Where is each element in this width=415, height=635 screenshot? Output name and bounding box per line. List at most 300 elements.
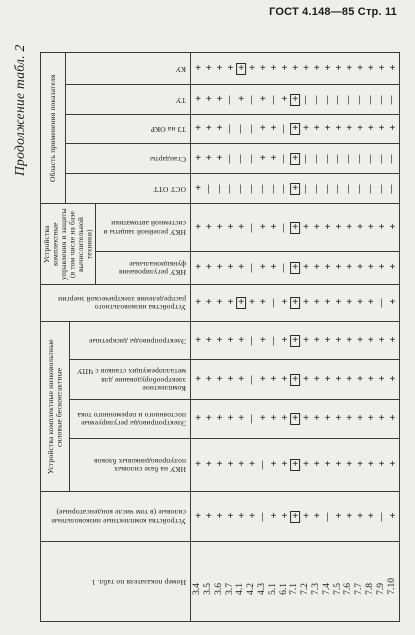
mark-plus: + [216,93,223,105]
mark-dash: — [236,154,247,163]
mark-plus: + [389,123,396,134]
mark-plus: + [335,334,342,346]
mark-dash: — [355,184,366,193]
mark-plus: + [335,459,342,470]
mark-plus: + [259,62,266,74]
mark-plus: + [378,459,385,470]
row-marks [190,252,399,284]
row-label: Комплектное электрооборудование для металлорежущих станков с ЧПУ [77,367,186,394]
mark-dash: — [247,95,258,104]
mark-plus: + [324,413,331,424]
mark-plus: + [313,221,320,233]
mark-plus: + [292,510,299,522]
mark-plus: + [205,62,212,74]
mark-plus: + [367,62,374,74]
mark-plus: + [195,413,201,424]
mark-plus: + [303,373,309,385]
table-row [66,53,399,84]
mark-dash: — [236,184,247,193]
mark-plus: + [367,459,374,470]
table-row [66,84,399,114]
table-row [66,173,399,203]
index-number: 7.10 [386,578,397,595]
mark-plus: + [357,510,363,522]
mark-plus: + [303,123,309,134]
mark-plus: + [389,297,396,308]
mark-plus: + [292,297,299,308]
mark-plus: + [205,221,212,233]
index-number: 7.2 [300,583,311,595]
mark-dash: — [279,154,290,163]
mark-plus: + [270,123,277,134]
mark-plus: + [238,459,245,470]
mark-plus: + [195,297,201,308]
row-label: ТУ [175,95,186,105]
table-row [96,203,399,251]
index-number: 7.1 [289,583,300,595]
table-row [66,143,399,173]
mark-plus: + [389,62,396,74]
mark-plus: + [313,262,320,273]
mark-plus: + [346,373,353,385]
mark-plus: + [378,123,385,134]
mark-dash: — [366,154,377,163]
mark-dash: — [377,512,388,521]
row-marks [190,85,399,114]
mark-plus: + [281,93,288,105]
mark-dash: — [247,375,258,384]
index-number: 7.4 [321,583,332,595]
index-row [41,541,399,621]
mark-dash: — [247,184,258,193]
mark-dash: — [269,95,280,104]
mark-dash: — [355,154,366,163]
index-number: 4.3 [257,583,268,595]
mark-dash: — [333,95,344,104]
row-label: НКУ на базе силовых полупроводниковых блоков [93,457,186,475]
mark-plus: + [335,262,342,273]
mark-plus: + [195,459,201,470]
mark-plus: + [335,373,342,385]
mark-plus: + [313,373,320,385]
mark-plus: + [270,62,277,74]
mark-plus: + [335,413,342,424]
mark-plus: + [346,262,353,273]
mark-plus: + [292,373,299,385]
mark-dash: — [279,124,290,134]
mark-plus: + [357,262,363,273]
mark-dash: — [312,95,323,104]
row-label: ОСТ ОТТ [153,184,186,194]
mark-plus: + [195,510,201,522]
mark-dash: — [344,154,355,163]
mark-dash: — [377,154,388,163]
mark-plus: + [249,459,255,470]
mark-plus: + [195,62,201,74]
table-row [70,359,399,399]
mark-plus: + [335,62,342,74]
mark-plus: + [303,334,309,346]
mark-plus: + [227,459,234,470]
mark-dash: — [377,184,388,193]
row-label: НКУ регулирования функциональные [118,260,186,278]
group-header-contactless [41,321,70,491]
mark-plus: + [238,62,245,74]
mark-plus: + [378,221,385,233]
index-number: 6.1 [278,583,289,595]
mark-plus: + [216,459,223,470]
mark-plus: + [259,297,266,308]
mark-plus: + [357,373,363,385]
mark-plus: + [205,93,212,105]
mark-dash: — [247,154,258,163]
mark-plus: + [195,182,201,194]
mark-plus: + [216,510,223,522]
mark-dash: — [247,263,258,273]
mark-plus: + [195,334,201,346]
mark-plus: + [367,373,374,385]
page-header: ГОСТ 4.148—85 Стр. 11 [269,6,397,18]
row-label: ТЗ на ОКР [150,125,186,135]
mark-dash: — [225,184,236,193]
index-number: 3.6 [213,583,224,595]
row-marks [190,322,399,359]
mark-plus: + [292,413,299,424]
row-label: Электроприводы дискретные [88,336,186,346]
mark-plus: + [281,413,288,424]
mark-dash: — [247,414,258,424]
mark-plus: + [227,373,234,385]
mark-plus: + [238,373,245,385]
mark-plus: + [292,221,299,233]
mark-dash: — [247,223,258,232]
mark-plus: + [281,62,288,74]
row-marks [190,53,399,84]
mark-plus: + [324,62,331,74]
mark-plus: + [389,221,396,233]
index-number: 7.3 [311,583,322,595]
mark-plus: + [227,297,234,308]
mark-plus: + [259,221,266,233]
mark-plus: + [324,459,331,470]
mark-plus: + [238,413,245,424]
row-label: Стандарты [149,154,186,164]
mark-dash: — [301,184,312,193]
mark-plus: + [259,93,266,105]
mark-plus: + [259,152,266,164]
mark-dash: — [377,298,388,308]
mark-dash: — [387,184,398,193]
mark-plus: + [303,62,309,74]
mark-plus: + [303,262,309,273]
mark-plus: + [238,297,245,308]
mark-dash: — [279,263,290,273]
mark-plus: + [195,262,201,273]
mark-plus: + [259,262,266,273]
index-number: 7.9 [375,583,386,595]
index-number: 5.1 [267,583,278,595]
mark-plus: + [324,297,331,308]
mark-plus: + [313,459,320,470]
mark-plus: + [367,297,374,308]
mark-dash: — [323,184,334,193]
table-row [70,399,399,438]
mark-plus: + [303,459,309,470]
index-number: 7.5 [332,583,343,595]
mark-plus: + [195,123,201,134]
mark-plus: + [238,262,245,273]
mark-plus: + [195,152,201,164]
table-row [70,438,399,491]
mark-plus: + [292,152,299,164]
table-row [70,321,399,359]
mark-dash: — [387,95,398,104]
mark-plus: + [270,373,277,385]
mark-dash: — [258,184,269,193]
index-number: 3.4 [192,583,203,595]
table-row [41,284,399,321]
mark-plus: + [303,297,309,308]
mark-plus: + [259,334,266,346]
mark-plus: + [303,413,309,424]
mark-plus: + [292,93,299,105]
mark-dash: — [377,95,388,104]
mark-plus: + [270,262,277,273]
mark-dash: — [301,95,312,104]
mark-plus: + [195,93,201,105]
mark-plus: + [216,262,223,273]
mark-plus: + [389,413,396,424]
mark-plus: + [335,510,342,522]
mark-plus: + [270,413,277,424]
mark-dash: — [269,336,280,345]
mark-plus: + [270,510,277,522]
mark-plus: + [249,297,255,308]
mark-plus: + [367,221,374,233]
index-number: 4.1 [235,583,246,595]
mark-plus: + [346,459,353,470]
mark-plus: + [216,123,223,134]
mark-dash: — [355,95,366,104]
mark-plus: + [281,297,288,308]
mark-plus: + [324,373,331,385]
mark-plus: + [389,334,396,346]
index-numbers [190,542,399,621]
mark-plus: + [378,413,385,424]
mark-plus: + [292,459,299,470]
row-marks [190,174,399,203]
mark-plus: + [205,334,212,346]
mark-dash: — [236,124,247,134]
mark-plus: + [357,123,363,134]
mark-plus: + [216,152,223,164]
mark-dash: — [344,184,355,193]
mark-plus: + [324,262,331,273]
index-header: Номер показателя по табл. 1 [91,577,186,587]
mark-plus: + [216,334,223,346]
mark-plus: + [238,221,245,233]
mark-plus: + [249,510,255,522]
mark-dash: — [247,124,258,134]
mark-dash: — [312,184,323,193]
index-number: 7.6 [343,583,354,595]
mark-plus: + [238,510,245,522]
row-marks [190,115,399,143]
mark-plus: + [367,262,374,273]
mark-plus: + [281,373,288,385]
mark-dash: — [204,184,215,193]
mark-plus: + [357,221,363,233]
mark-plus: + [324,221,331,233]
mark-plus: + [324,334,331,346]
mark-plus: + [205,297,212,308]
mark-plus: + [281,510,288,522]
mark-plus: + [389,459,396,470]
mark-plus: + [335,297,342,308]
row-marks [190,360,399,399]
mark-dash: — [312,154,323,163]
row-marks [190,285,399,321]
mark-plus: + [195,221,201,233]
mark-plus: + [292,123,299,134]
row-marks [190,204,399,251]
mark-plus: + [346,62,353,74]
mark-dash: — [279,223,290,232]
mark-plus: + [227,413,234,424]
mark-plus: + [335,221,342,233]
mark-plus: + [389,373,396,385]
mark-plus: + [270,459,277,470]
mark-plus: + [205,152,212,164]
mark-dash: — [387,154,398,163]
mark-plus: + [259,413,266,424]
mark-plus: + [389,510,396,522]
mark-plus: + [270,221,277,233]
mark-plus: + [346,297,353,308]
row-marks [190,492,399,541]
mark-dash: — [225,154,236,163]
mark-dash: — [225,95,236,104]
mark-dash: — [333,154,344,163]
mark-plus: + [346,123,353,134]
index-number: 7.8 [365,583,376,595]
mark-plus: + [227,510,234,522]
row-label: Устройства низковольтного распределения электрической энергии [58,295,186,313]
mark-dash: — [323,154,334,163]
mark-plus: + [346,413,353,424]
mark-plus: + [313,297,320,308]
mark-plus: + [216,297,223,308]
mark-plus: + [367,510,374,522]
mark-plus: + [281,459,288,470]
mark-plus: + [313,62,320,74]
mark-plus: + [216,373,223,385]
mark-dash: — [323,512,334,521]
mark-plus: + [303,221,309,233]
group-header-control-protection [41,203,96,284]
mark-plus: + [367,413,374,424]
mark-plus: + [324,123,331,134]
mark-plus: + [205,413,212,424]
mark-plus: + [346,510,353,522]
mark-plus: + [346,221,353,233]
mark-dash: — [269,298,280,308]
mark-plus: + [238,93,245,105]
mark-dash: — [366,184,377,193]
mark-plus: + [313,123,320,134]
row-label: КУ [175,64,186,74]
mark-plus: + [357,413,363,424]
mark-dash: — [323,95,334,104]
mark-plus: + [335,123,342,134]
mark-plus: + [378,262,385,273]
mark-plus: + [205,123,212,134]
continuation-title: Продолжение табл. 2 [12,44,27,176]
group-header-text: Устройства комплектные низковольтные силовые бесконтактные [45,339,63,474]
mark-plus: + [227,334,234,346]
mark-plus: + [205,510,212,522]
mark-plus: + [227,262,234,273]
mark-plus: + [270,152,277,164]
mark-dash: — [269,184,280,193]
mark-plus: + [259,373,266,385]
mark-plus: + [367,334,374,346]
index-number: 7.7 [354,583,365,595]
mark-plus: + [357,62,363,74]
table-row [96,251,399,284]
mark-plus: + [378,62,385,74]
mark-dash: — [333,184,344,193]
index-number: 4.2 [246,583,257,595]
mark-dash: — [301,154,312,163]
mark-plus: + [249,62,255,74]
mark-dash: — [366,95,377,104]
mark-plus: + [205,373,212,385]
mark-plus: + [292,62,299,74]
mark-plus: + [195,373,201,385]
index-number: 3.7 [224,583,235,595]
row-label: Устройства комплектные низковольтные силовые (в том числе конденсаторные) [51,508,186,526]
mark-dash: — [215,184,226,193]
row-marks [190,439,399,491]
mark-plus: + [238,334,245,346]
mark-plus: + [216,221,223,233]
row-label: Электроприводы регулируемые постоянного и переменного тока [77,411,186,429]
group-header-application-area [41,53,66,203]
mark-plus: + [357,459,363,470]
mark-plus: + [292,182,299,194]
mark-plus: + [205,262,212,273]
mark-plus: + [313,413,320,424]
mark-plus: + [378,334,385,346]
row-marks [190,144,399,173]
mark-dash: — [258,512,269,521]
mark-dash: — [344,95,355,104]
mark-dash: — [279,184,290,193]
mark-dash: — [225,124,236,134]
mark-plus: + [281,334,288,346]
mark-plus: + [292,262,299,273]
table [40,52,400,622]
row-label: НКУ релейной защиты и системной автоматики [103,219,186,237]
group-header-text: Устройства комплектные управления и защиты (в том числе на базе вычислительной техники) [41,208,93,280]
mark-plus: + [367,123,374,134]
mark-plus: + [292,334,299,346]
mark-plus: + [259,123,266,134]
mark-plus: + [378,373,385,385]
mark-dash: — [247,336,258,345]
mark-plus: + [313,510,320,522]
